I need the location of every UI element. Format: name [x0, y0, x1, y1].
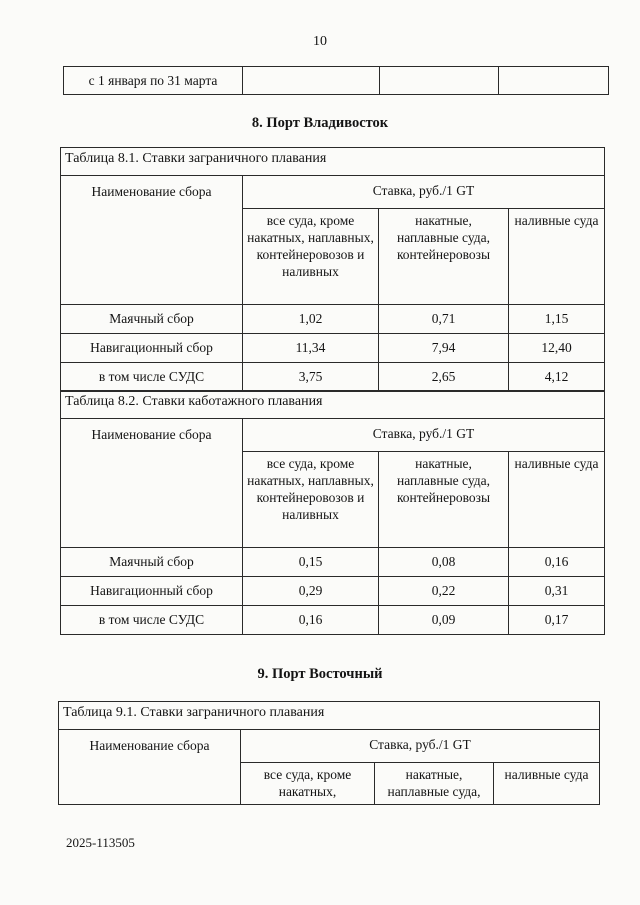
- rate-value: 4,12: [509, 363, 605, 392]
- rate-value: 0,71: [379, 305, 509, 334]
- col-header-rate: Ставка, руб./1 GT: [241, 730, 600, 763]
- subheader-all-vessels: все суда, кроме накатных,: [241, 763, 375, 805]
- section-9-title: 9. Порт Восточный: [257, 666, 383, 682]
- rate-value: 1,02: [243, 305, 379, 334]
- section-8-title: 8. Порт Владивосток: [251, 115, 389, 131]
- document-code: 2025-113505: [66, 835, 135, 850]
- col-header-name: Наименование сбора: [61, 176, 243, 305]
- rate-value: 0,16: [509, 548, 605, 577]
- subheader-tankers: наливные суда: [494, 763, 600, 805]
- table-caption: Таблица 8.1. Ставки заграничного плавания: [61, 148, 605, 176]
- subheader-tankers: наливные суда: [509, 452, 605, 548]
- subheader-roro: накатные, наплавные суда,: [375, 763, 494, 805]
- page-number: 10: [313, 34, 327, 49]
- table-8-2: [60, 390, 605, 635]
- subheader-roro: накатные, наплавные суда, контейнеровозы: [379, 209, 509, 305]
- table-row: [61, 334, 605, 363]
- fee-name: в том числе СУДС: [61, 363, 243, 392]
- rate-value: 0,15: [243, 548, 379, 577]
- rate-value: 0,16: [243, 606, 379, 635]
- table-caption: Таблица 9.1. Ставки заграничного плавания: [59, 702, 600, 730]
- subheader-roro: накатные, наплавные суда, контейнеровозы: [379, 452, 509, 548]
- table-row: [61, 577, 605, 606]
- rate-value: 12,40: [509, 334, 605, 363]
- rate-value: 0,22: [379, 577, 509, 606]
- fee-name: Маячный сбор: [61, 548, 243, 577]
- subheader-all-vessels: все суда, кроме накатных, наплавных, контейнеровозов и наливных: [243, 452, 379, 548]
- subheader-tankers: наливные суда: [509, 209, 605, 305]
- empty-cell: [243, 67, 380, 95]
- rate-value: 0,31: [509, 577, 605, 606]
- fee-name: Навигационный сбор: [61, 334, 243, 363]
- rate-value: 0,29: [243, 577, 379, 606]
- fee-name: в том числе СУДС: [61, 606, 243, 635]
- rate-value: 0,08: [379, 548, 509, 577]
- table-row: [61, 305, 605, 334]
- table-caption: Таблица 8.2. Ставки каботажного плавания: [61, 391, 605, 419]
- table-8-1: [60, 147, 605, 392]
- rate-value: 2,65: [379, 363, 509, 392]
- empty-cell: [499, 67, 609, 95]
- table-row: [61, 548, 605, 577]
- table-row: [61, 363, 605, 392]
- rate-value: 0,09: [379, 606, 509, 635]
- col-header-name: Наименование сбора: [59, 730, 241, 805]
- fee-name: Навигационный сбор: [61, 577, 243, 606]
- table-9-1: [58, 701, 600, 805]
- col-header-rate: Ставка, руб./1 GT: [243, 419, 605, 452]
- empty-cell: [380, 67, 499, 95]
- rate-value: 0,17: [509, 606, 605, 635]
- subheader-all-vessels: все суда, кроме накатных, наплавных, контейнеровозов и наливных: [243, 209, 379, 305]
- fee-name: Маячный сбор: [61, 305, 243, 334]
- rate-value: 11,34: [243, 334, 379, 363]
- top-table: [63, 66, 609, 95]
- table-row: [61, 606, 605, 635]
- col-header-name: Наименование сбора: [61, 419, 243, 548]
- col-header-rate: Ставка, руб./1 GT: [243, 176, 605, 209]
- rate-value: 3,75: [243, 363, 379, 392]
- period-cell: с 1 января по 31 марта: [64, 67, 243, 95]
- rate-value: 1,15: [509, 305, 605, 334]
- rate-value: 7,94: [379, 334, 509, 363]
